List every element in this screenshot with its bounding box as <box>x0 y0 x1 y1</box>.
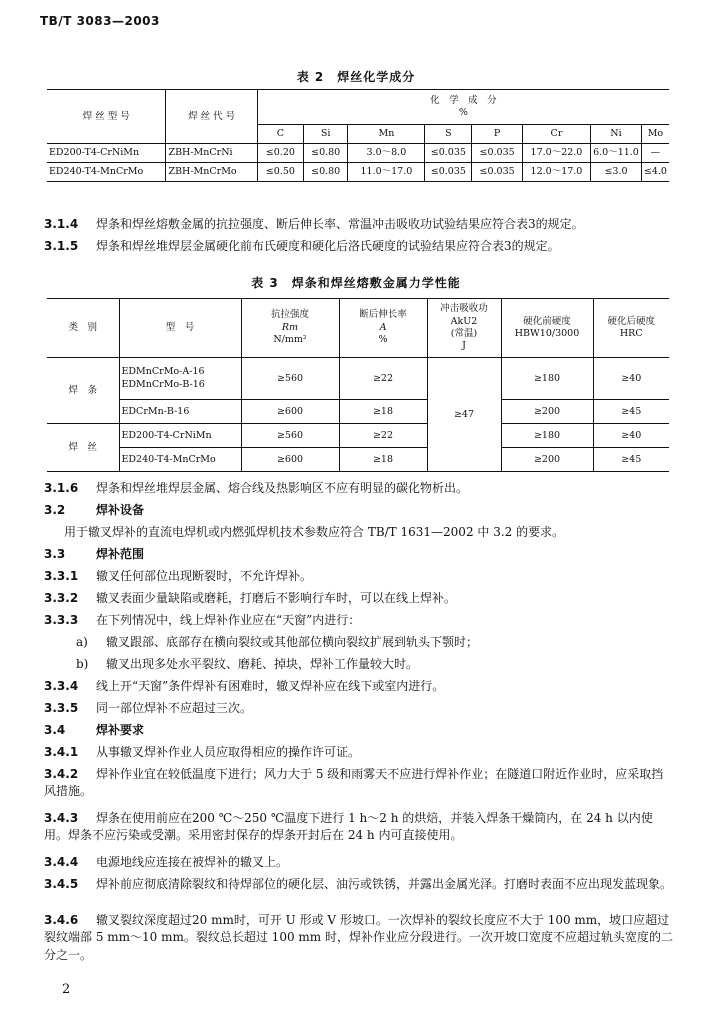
t3-hb: ≥180 <box>501 358 593 400</box>
para-3-4-1 <box>44 744 674 761</box>
t3-model: EDMnCrMo-B-16 <box>121 378 205 390</box>
t2-header-code: 焊 丝 代 号 <box>166 90 257 144</box>
t2-element-cr: Cr <box>522 125 590 144</box>
t2-element-mn: Mn <box>348 125 425 144</box>
page-number: 2 <box>62 982 71 997</box>
t3-header-tensile <box>241 299 339 358</box>
header-line: 冲击吸收功 <box>440 303 488 315</box>
list-item-b <box>76 656 674 673</box>
t2-row2-mn: 11.0～17.0 <box>348 163 425 182</box>
t2-row1-mn: 3.0～8.0 <box>348 144 425 163</box>
t2-row1-si: ≤0.80 <box>303 144 347 163</box>
table-row <box>47 448 669 472</box>
header-line: 硬化前硬度 <box>523 315 571 327</box>
para-number: 3.4.5 <box>44 877 79 891</box>
t3-model: EDMnCrMo-A-16 <box>121 366 205 378</box>
t3-hb: ≥200 <box>501 448 593 472</box>
t2-row1-cr: 17.0～22.0 <box>522 144 590 163</box>
t2-element-ni: Ni <box>591 125 642 144</box>
t2-row2-type: ED240-T4-MnCrMo <box>47 163 166 182</box>
header-line: 断后伸长率 <box>359 309 407 321</box>
para-number: 3.3.4 <box>44 679 79 693</box>
t2-row1-type: ED200-T4-CrNiMn <box>47 144 166 163</box>
para-3-3-5 <box>44 700 674 717</box>
t3-model: ED240-T4-MnCrMo <box>119 448 241 472</box>
t3-elongation: ≥22 <box>339 424 427 448</box>
para-text: 焊补前应彻底清除裂纹和待焊部位的硬化层、油污或铁锈，并露出金属光泽。打磨时表面不应出现发蓝现象。 <box>96 877 673 891</box>
t3-model: EDCrMn-B-16 <box>119 400 241 424</box>
t2-row2-s: ≤0.035 <box>425 163 472 182</box>
list-item-a <box>76 634 674 651</box>
header-line: % <box>378 334 388 346</box>
t2-element-s: S <box>425 125 472 144</box>
t3-header-impact <box>427 299 501 358</box>
t2-header-type: 焊 丝 型 号 <box>47 90 166 144</box>
t2-header-composition <box>257 90 669 125</box>
para-3-1-4 <box>44 216 674 233</box>
table2-chemical-composition <box>47 89 669 182</box>
para-text: 电源地线应连接在被焊补的辙叉上。 <box>96 855 289 869</box>
page-header-doc-id: TB/T 3083—2003 <box>40 14 160 28</box>
t3-category-wire: 焊 丝 <box>47 424 119 472</box>
t3-hb: ≥200 <box>501 400 593 424</box>
header-line: 抗拉强度 <box>270 309 309 321</box>
t3-hb: ≥180 <box>501 424 593 448</box>
table-row <box>47 144 669 163</box>
para-number: 3.1.6 <box>44 481 79 495</box>
header-line: Rm <box>281 321 299 333</box>
para-3-3-3 <box>44 612 674 629</box>
para-text: 同一部位焊补不应超过三次。 <box>96 701 253 715</box>
t3-model-cell <box>119 358 241 400</box>
header-line: HRC <box>619 328 643 339</box>
para-text: 焊补作业宜在较低温度下进行；风力大于 5 级和雨雾天不应进行焊补作业；在隧道口附近作业时，应采取挡风措施。 <box>44 767 664 799</box>
para-text: 从事辙叉焊补作业人员应取得相应的操作许可证。 <box>96 745 361 759</box>
header-line: (常温) <box>450 328 478 339</box>
header-line: 硬化后硬度 <box>607 315 655 327</box>
para-3-4-2 <box>44 766 674 801</box>
t3-category-electrode: 焊 条 <box>47 358 119 424</box>
table2-caption: 表 2 焊丝化学成分 <box>296 70 416 84</box>
t2-row2-cr: 12.0～17.0 <box>522 163 590 182</box>
header-line: HBW10/3000 <box>514 328 580 339</box>
t2-row2-code: ZBH-MnCrMo <box>166 163 257 182</box>
t2-row1-ni: 6.0～11.0 <box>591 144 642 163</box>
t2-row2-p: ≤0.035 <box>472 163 522 182</box>
list-text: 辙叉跟部、底部存在横向裂纹或其他部位横向裂纹扩展到轨头下颚时； <box>106 635 479 649</box>
t2-composition-unit: % <box>458 107 468 118</box>
t3-header-model: 型 号 <box>119 299 241 358</box>
t3-tensile: ≥560 <box>241 424 339 448</box>
t3-tensile: ≥600 <box>241 400 339 424</box>
para-number: 3.4.2 <box>44 767 79 781</box>
t3-tensile: ≥560 <box>241 358 339 400</box>
t3-elongation: ≥18 <box>339 448 427 472</box>
t3-impact: ≥47 <box>427 358 501 472</box>
para-3-4-6 <box>44 912 674 964</box>
table-row <box>47 163 669 182</box>
para-text: 在下列情况中，线上焊补作业应在“天窗”内进行： <box>96 613 361 627</box>
para-number: 3.4.1 <box>44 745 79 759</box>
para-number: 3.3.1 <box>44 569 79 583</box>
t2-row1-s: ≤0.035 <box>425 144 472 163</box>
t2-row1-p: ≤0.035 <box>472 144 522 163</box>
para-3-3-1 <box>44 568 674 585</box>
para-3-1-6 <box>44 480 674 497</box>
section-title: 焊补范围 <box>96 547 145 561</box>
t3-header-hb <box>501 299 593 358</box>
para-number: 3.3.2 <box>44 591 79 605</box>
t3-elongation: ≥18 <box>339 400 427 424</box>
para-3-4-5 <box>44 876 674 893</box>
section-3-2 <box>44 502 674 519</box>
header-line: J <box>462 340 466 352</box>
header-line: AkU2 <box>450 315 478 327</box>
para-text: 辙叉裂纹深度超过20 mm时，可开 U 形或 V 形坡口。一次焊补的裂纹长度应不大于 100 mm，坡口应超过裂纹端部 5 mm～10 mm。裂纹总长超过 100 mm 时，焊补作业应分段进行。一次开坡口宽度不应超过轨头宽度的二分之一。 <box>44 913 673 962</box>
para-text: 焊条和焊丝堆焊层金属硬化前布氏硬度和硬化后洛氏硬度的试验结果应符合表3的规定。 <box>96 239 560 253</box>
list-text: 辙叉出现多处水平裂纹、磨耗、掉块，焊补工作量较大时。 <box>106 657 419 671</box>
section-number: 3.2 <box>44 503 66 517</box>
list-mark: a) <box>76 635 88 649</box>
section-number: 3.4 <box>44 723 66 737</box>
para-text: 焊条和焊丝熔敷金属的抗拉强度、断后伸长率、常温冲击吸收功试验结果应符合表3的规定。 <box>96 217 584 231</box>
para-3-3-2 <box>44 590 674 607</box>
para-number: 3.1.4 <box>44 217 79 231</box>
t2-row2-ni: ≤3.0 <box>591 163 642 182</box>
section-3-3 <box>44 546 674 563</box>
section-3-4 <box>44 722 674 739</box>
t2-row1-c: ≤0.20 <box>257 144 303 163</box>
para-text: 焊条和焊丝堆焊层金属、熔合线及热影响区不应有明显的碳化物析出。 <box>96 481 469 495</box>
table-row <box>47 400 669 424</box>
t2-element-si: Si <box>303 125 347 144</box>
para-text: 辙叉任何部位出现断裂时，不允许焊补。 <box>96 569 313 583</box>
t2-element-c: C <box>257 125 303 144</box>
t2-element-p: P <box>472 125 522 144</box>
para-3-4-3 <box>44 810 674 845</box>
para-text: 线上开“天窗”条件焊补有困难时，辙叉焊补应在线下或室内进行。 <box>96 679 445 693</box>
para-number: 3.3.5 <box>44 701 79 715</box>
t2-row1-code: ZBH-MnCrNi <box>166 144 257 163</box>
t3-elongation: ≥22 <box>339 358 427 400</box>
t3-hrc: ≥45 <box>593 400 669 424</box>
t2-composition-title: 化 学 成 分 <box>430 95 497 107</box>
t3-header-hrc <box>593 299 669 358</box>
para-3-3-4 <box>44 678 674 695</box>
t3-header-category: 类 别 <box>47 299 119 358</box>
t2-row2-si: ≤0.80 <box>303 163 347 182</box>
table-row <box>47 358 669 400</box>
para-3-4-4 <box>44 854 674 871</box>
t3-hrc: ≥40 <box>593 358 669 400</box>
t2-element-mo: Mo <box>641 125 669 144</box>
t3-hrc: ≥45 <box>593 448 669 472</box>
table3-caption: 表 3 焊条和焊丝熔敷金属力学性能 <box>251 276 461 290</box>
para-number: 3.4.4 <box>44 855 79 869</box>
t2-row2-c: ≤0.50 <box>257 163 303 182</box>
table-row <box>47 424 669 448</box>
para-text: 焊条在使用前应在200 ℃～250 ℃温度下进行 1 h～2 h 的烘焙，并装入焊条干燥筒内，在 24 h 以内使用。焊条不应污染或受潮。采用密封保存的焊条开封后在 24 h 内可直接使用。 <box>44 811 653 843</box>
para-number: 3.4.6 <box>44 913 79 927</box>
para-number: 3.4.3 <box>44 811 79 825</box>
section-number: 3.3 <box>44 547 66 561</box>
para-number: 3.3.3 <box>44 613 79 627</box>
section-title: 焊补要求 <box>96 723 145 737</box>
table3-mechanical-properties <box>47 298 669 472</box>
t3-model: ED200-T4-CrNiMn <box>119 424 241 448</box>
t3-hrc: ≥40 <box>593 424 669 448</box>
para-text: 辙叉表面少量缺陷或磨耗，打磨后不影响行车时，可以在线上焊补。 <box>96 591 457 605</box>
para-3-2-body: 用于辙叉焊补的直流电焊机或内燃弧焊机技术参数应符合 TB/T 1631—2002 中 3.2 的要求。 <box>64 525 565 539</box>
list-mark: b) <box>76 657 89 671</box>
header-line: N/mm² <box>273 334 307 346</box>
t3-tensile: ≥600 <box>241 448 339 472</box>
t2-row1-mo: — <box>641 144 669 163</box>
t3-header-elongation <box>339 299 427 358</box>
section-title: 焊补设备 <box>96 503 145 517</box>
para-3-1-5 <box>44 238 674 255</box>
t2-row2-mo: ≤4.0 <box>641 163 669 182</box>
header-line: A <box>379 321 387 333</box>
para-number: 3.1.5 <box>44 239 79 253</box>
